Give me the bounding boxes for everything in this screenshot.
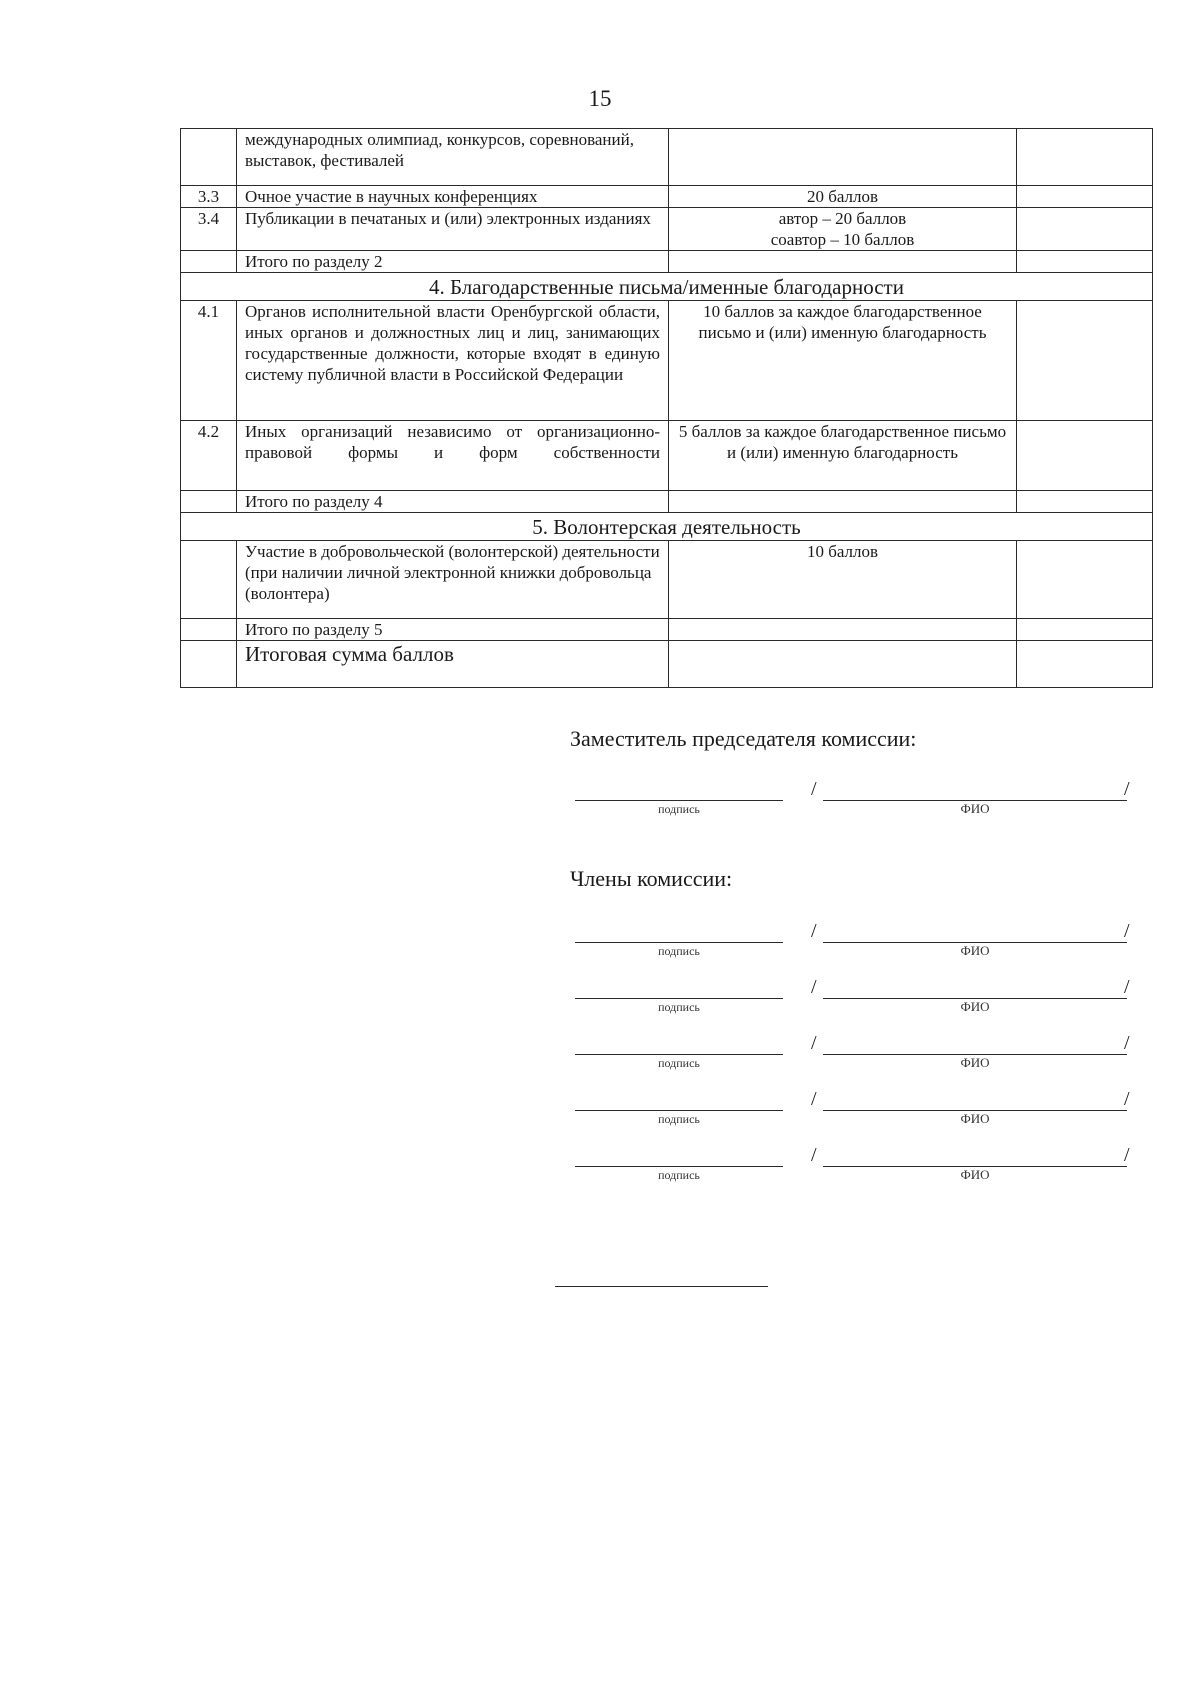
name-caption: ФИО [960,1167,990,1182]
signature-caption: подпись [658,1168,700,1182]
table-row [181,641,1153,688]
points-text: 5 баллов за каждое благодарственное письмо и (или) именную благодарность [669,421,1017,491]
name-caption: ФИО [960,801,990,816]
row-number: 4.1 [181,301,237,421]
table-row [181,129,1153,186]
criterion-text: Иных организаций независимо от организационно-правовой формы и форм собственности [237,421,669,491]
points-author: автор – 20 баллов [778,209,907,228]
name-caption: ФИО [960,1111,990,1126]
signature-field [575,1110,783,1111]
slash-mark: / [811,920,817,942]
signature-line-member [575,922,1135,962]
scores-table [180,128,1153,688]
points-text: 20 баллов [669,186,1017,208]
slash-mark: / [1124,1144,1130,1166]
deputy-chairman-heading: Заместитель председателя комиссии: [570,726,917,751]
points-text: 10 баллов за каждое благодарственное письмо и (или) именную благодарность [669,301,1017,421]
criterion-text: международных олимпиад, конкурсов, соревнований, выставок, фестивалей [237,129,669,186]
section-total-label: Итого по разделу 5 [237,619,669,641]
row-number: 4.2 [181,421,237,491]
section-heading: 5. Волонтерская деятельность [181,513,1153,541]
slash-mark: / [1124,1032,1130,1054]
criterion-text: Очное участие в научных конференциях [237,186,669,208]
signature-field [575,1166,783,1167]
table-row [181,251,1153,273]
signature-line-member [575,1146,1135,1186]
slash-mark: / [811,976,817,998]
table-row [181,491,1153,513]
table-row [181,301,1153,421]
signature-caption: подпись [658,1112,700,1126]
slash-mark: / [811,1144,817,1166]
criterion-text: Органов исполнительной власти Оренбургской области, иных органов и должностных лиц и лиц, занимающих государственные должности, которые входят в единую систему публичной власти в Российской Федерации [237,301,669,421]
signature-caption: подпись [658,1056,700,1070]
signature-field [575,1054,783,1055]
slash-mark: / [1124,1088,1130,1110]
section-heading: 4. Благодарственные письма/именные благодарности [181,273,1153,301]
slash-mark: / [811,1032,817,1054]
table-row [181,513,1153,541]
name-caption: ФИО [960,1055,990,1070]
signature-caption: подпись [658,802,700,816]
table-row [181,421,1153,491]
signature-line-deputy [575,780,1135,820]
signature-field [575,800,783,801]
page-number: 15 [588,86,612,111]
table-row [181,541,1153,619]
members-heading: Члены комиссии: [570,866,733,891]
signature-line-member [575,1090,1135,1130]
name-caption: ФИО [960,943,990,958]
slash-mark: / [1124,976,1130,998]
signature-field [575,998,783,999]
table-row [181,273,1153,301]
points-coauthor: соавтор – 10 баллов [770,230,915,249]
slash-mark: / [811,778,817,800]
criterion-text: Публикации в печатаных и (или) электронных изданиях [237,208,669,251]
signature-caption: подпись [658,1000,700,1014]
row-number: 3.4 [181,208,237,251]
points-text: 10 баллов [669,541,1017,619]
section-total-label: Итого по разделу 4 [237,491,669,513]
closing-rule [555,1286,768,1287]
signature-line-member [575,978,1135,1018]
slash-mark: / [1124,778,1130,800]
table-row [181,208,1153,251]
row-number: 3.3 [181,186,237,208]
name-caption: ФИО [960,999,990,1014]
table-row [181,619,1153,641]
points-cell [669,208,1017,251]
criterion-text: Участие в добровольческой (волонтерской) деятельности (при наличии личной электронной книжки добровольца (волонтера) [237,541,669,619]
grand-total-label: Итоговая сумма баллов [237,641,669,688]
table-row [181,186,1153,208]
slash-mark: / [1124,920,1130,942]
signature-caption: подпись [658,944,700,958]
signature-field [575,942,783,943]
section-total-label: Итого по разделу 2 [237,251,669,273]
signature-line-member [575,1034,1135,1074]
slash-mark: / [811,1088,817,1110]
